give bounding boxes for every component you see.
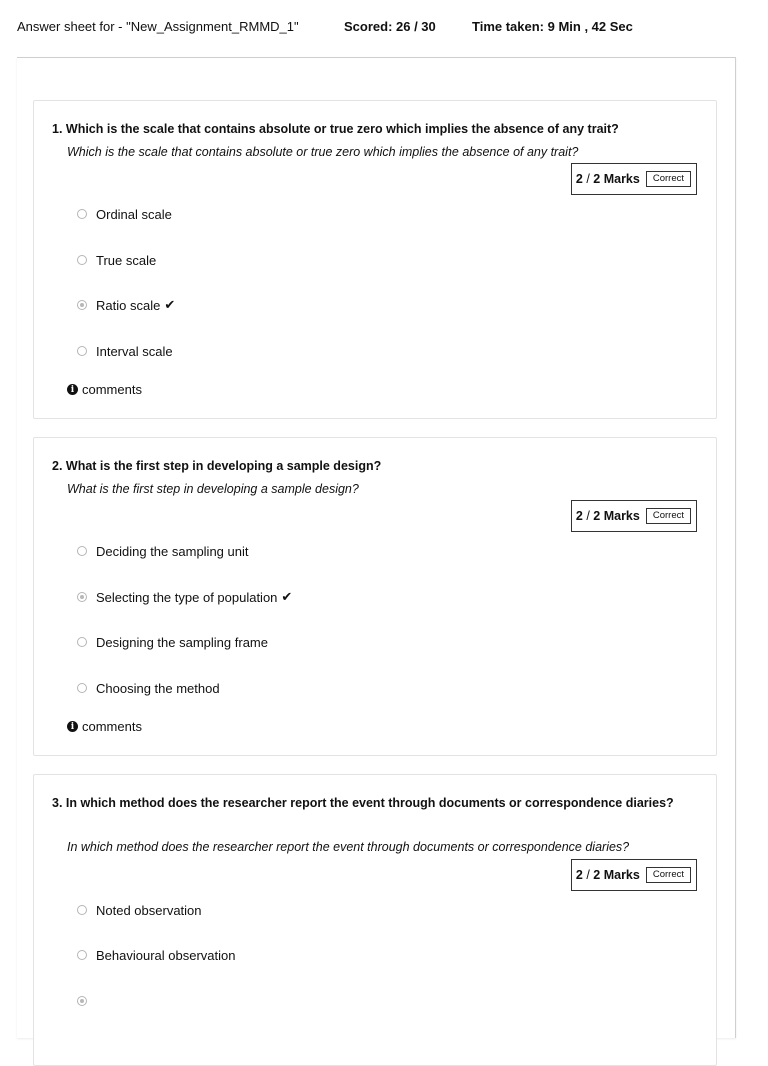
comments-label: comments [82, 719, 142, 734]
answer-option[interactable] [77, 945, 235, 965]
correct-badge: Correct [646, 171, 691, 187]
answer-sheet-panel [17, 57, 736, 1038]
marks-box [571, 500, 697, 532]
option-label: Ratio scale [96, 297, 161, 313]
correct-badge: Correct [646, 508, 691, 524]
correct-badge: Correct [646, 867, 691, 883]
question-title: 3. In which method does the researcher report the event through documents or correspondence diaries? [52, 796, 674, 810]
comments-label: comments [82, 382, 142, 397]
comments-link[interactable] [67, 382, 142, 397]
question-subtitle: What is the first step in developing a sample design? [67, 482, 359, 496]
answer-option[interactable] [77, 204, 172, 224]
answer-option[interactable] [77, 900, 202, 920]
answer-option-selected[interactable] [77, 295, 175, 315]
marks-score: 2 / 2 Marks [575, 509, 640, 523]
question-card-1 [33, 100, 717, 419]
time-taken: Time taken: 9 Min , 42 Sec [472, 19, 633, 34]
radio-button-selected[interactable] [77, 996, 87, 1006]
question-title: 2. What is the first step in developing a sample design? [52, 459, 382, 473]
option-label: Interval scale [96, 343, 173, 359]
question-card-3 [33, 774, 717, 1066]
marks-score: 2 / 2 Marks [575, 172, 640, 186]
check-icon: ✔ [281, 589, 293, 604]
radio-button[interactable] [77, 905, 87, 915]
answer-option[interactable] [77, 632, 268, 652]
score-summary: Scored: 26 / 30 [344, 19, 436, 34]
radio-button[interactable] [77, 546, 87, 556]
answer-option[interactable] [77, 341, 173, 361]
radio-button[interactable] [77, 950, 87, 960]
question-subtitle: Which is the scale that contains absolute or true zero which implies the absence of any trait? [67, 145, 579, 159]
answer-option-selected[interactable] [77, 991, 96, 1011]
option-label: Designing the sampling frame [96, 634, 268, 650]
radio-button[interactable] [77, 346, 87, 356]
radio-button-selected[interactable] [77, 300, 87, 310]
radio-button-selected[interactable] [77, 592, 87, 602]
radio-button[interactable] [77, 209, 87, 219]
question-subtitle: In which method does the researcher report the event through documents or correspondence diaries? [67, 840, 630, 854]
marks-box [571, 859, 697, 891]
info-icon: i [67, 721, 78, 732]
option-label: Noted observation [96, 902, 202, 918]
question-title: 1. Which is the scale that contains absolute or true zero which implies the absence of any trait? [52, 122, 619, 136]
check-icon: ✔ [164, 297, 176, 312]
marks-score: 2 / 2 Marks [575, 868, 640, 882]
comments-link[interactable] [67, 719, 142, 734]
answer-option[interactable] [77, 678, 220, 698]
answer-option-selected[interactable] [77, 587, 292, 607]
marks-box [571, 163, 697, 195]
radio-button[interactable] [77, 683, 87, 693]
option-label: True scale [96, 252, 157, 268]
option-label: Behavioural observation [96, 947, 236, 963]
answer-sheet-header [17, 17, 757, 37]
question-card-2 [33, 437, 717, 756]
option-label: Selecting the type of population [96, 589, 278, 605]
radio-button[interactable] [77, 255, 87, 265]
option-label: Ordinal scale [96, 206, 172, 222]
option-label: Deciding the sampling unit [96, 543, 249, 559]
answer-sheet-title: Answer sheet for - "New_Assignment_RMMD_1" [17, 19, 299, 34]
answer-option[interactable] [77, 250, 156, 270]
answer-option[interactable] [77, 541, 248, 561]
radio-button[interactable] [77, 637, 87, 647]
option-label: Choosing the method [96, 680, 220, 696]
info-icon: i [67, 384, 78, 395]
